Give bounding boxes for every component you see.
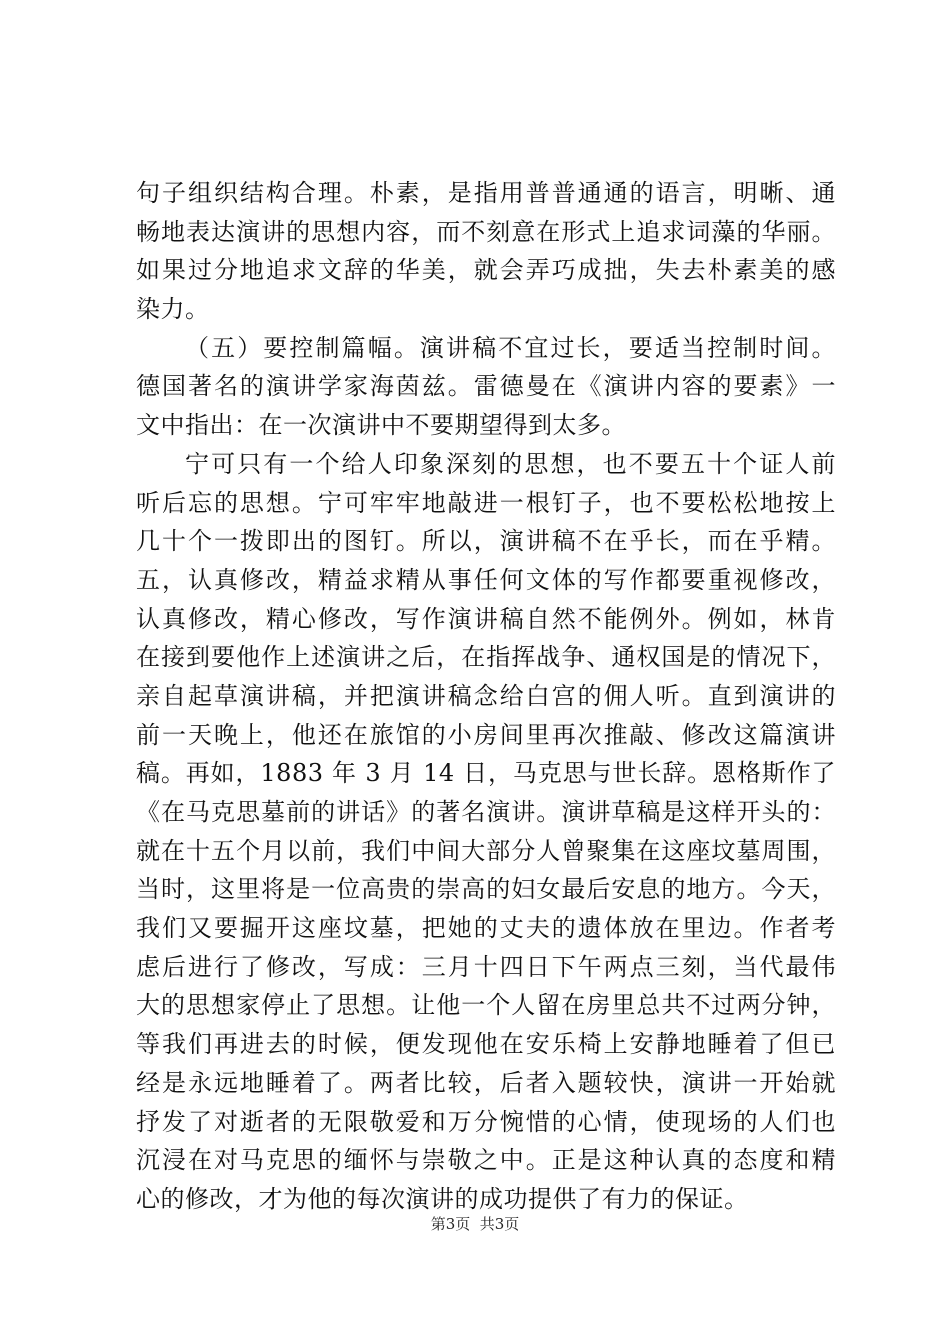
text-line: 畅地表达演讲的思想内容，而不刻意在形式上追求词藻的华丽。 <box>136 217 836 246</box>
paragraph-1 <box>136 174 836 329</box>
text-line: 染力。 <box>136 295 210 324</box>
paragraph-3 <box>136 445 836 1219</box>
text-line: 大的思想家停止了思想。让他一个人留在房里总共不过两分钟， <box>136 991 836 1020</box>
text-line: 亲自起草演讲稿，并把演讲稿念给白宫的佣人听。直到演讲的 <box>136 681 836 710</box>
text-line: 稿。再如，1883 年 3 月 14 日，马克思与世长辞。恩格斯作了 <box>136 759 836 788</box>
page-number-footer: 第3页 共3页 <box>430 1215 520 1233</box>
text-line: （五）要控制篇幅。演讲稿不宜过长，要适当控制时间。 <box>185 333 836 362</box>
text-line: 如果过分地追求文辞的华美，就会弄巧成拙，失去朴素美的感 <box>136 256 836 285</box>
text-line: 等我们再进去的时候，便发现他在安乐椅上安静地睡着了但已 <box>136 1030 836 1059</box>
text-line: 德国著名的演讲学家海茵兹。雷德曼在《演讲内容的要素》一 <box>136 372 836 401</box>
text-line: 经是永远地睡着了。两者比较，后者入题较快，演讲一开始就 <box>136 1068 836 1097</box>
paragraph-2 <box>136 329 836 445</box>
text-line: 虑后进行了修改，写成：三月十四日下午两点三刻，当代最伟 <box>136 952 836 981</box>
text-line: 沉浸在对马克思的缅怀与崇敬之中。正是这种认真的态度和精 <box>136 1146 836 1175</box>
text-line: 五，认真修改，精益求精从事任何文体的写作都要重视修改， <box>136 565 836 594</box>
text-line: 我们又要掘开这座坟墓，把她的丈夫的遗体放在里边。作者考 <box>136 914 836 943</box>
document-body <box>136 174 836 1219</box>
text-line: 抒发了对逝者的无限敬爱和万分惋惜的心情，使现场的人们也 <box>136 1107 836 1136</box>
text-line: 宁可只有一个给人印象深刻的思想，也不要五十个证人前 <box>185 449 836 478</box>
text-line: 心的修改，才为他的每次演讲的成功提供了有力的保证。 <box>136 1184 749 1213</box>
text-line: 几十个一拨即出的图钉。所以，演讲稿不在乎长，而在乎精。 <box>136 527 836 556</box>
text-line: 《在马克思墓前的讲话》的著名演讲。演讲草稿是这样开头的： <box>136 798 836 826</box>
text-line: 文中指出：在一次演讲中不要期望得到太多。 <box>136 411 626 440</box>
text-line: 在接到要他作上述演讲之后，在指挥战争、通权国是的情况下， <box>136 643 836 672</box>
text-line: 就在十五个月以前，我们中间大部分人曾聚集在这座坟墓周围， <box>136 836 836 865</box>
text-line: 当时，这里将是一位高贵的崇高的妇女最后安息的地方。今天， <box>136 875 836 904</box>
text-line: 听后忘的思想。宁可牢牢地敲进一根钉子，也不要松松地按上 <box>136 488 836 517</box>
text-line: 句子组织结构合理。朴素，是指用普普通通的语言，明晰、通 <box>136 179 836 207</box>
text-line: 认真修改，精心修改，写作演讲稿自然不能例外。例如，林肯 <box>136 604 836 633</box>
text-line: 前一天晚上，他还在旅馆的小房间里再次推敲、修改这篇演讲 <box>136 720 836 749</box>
